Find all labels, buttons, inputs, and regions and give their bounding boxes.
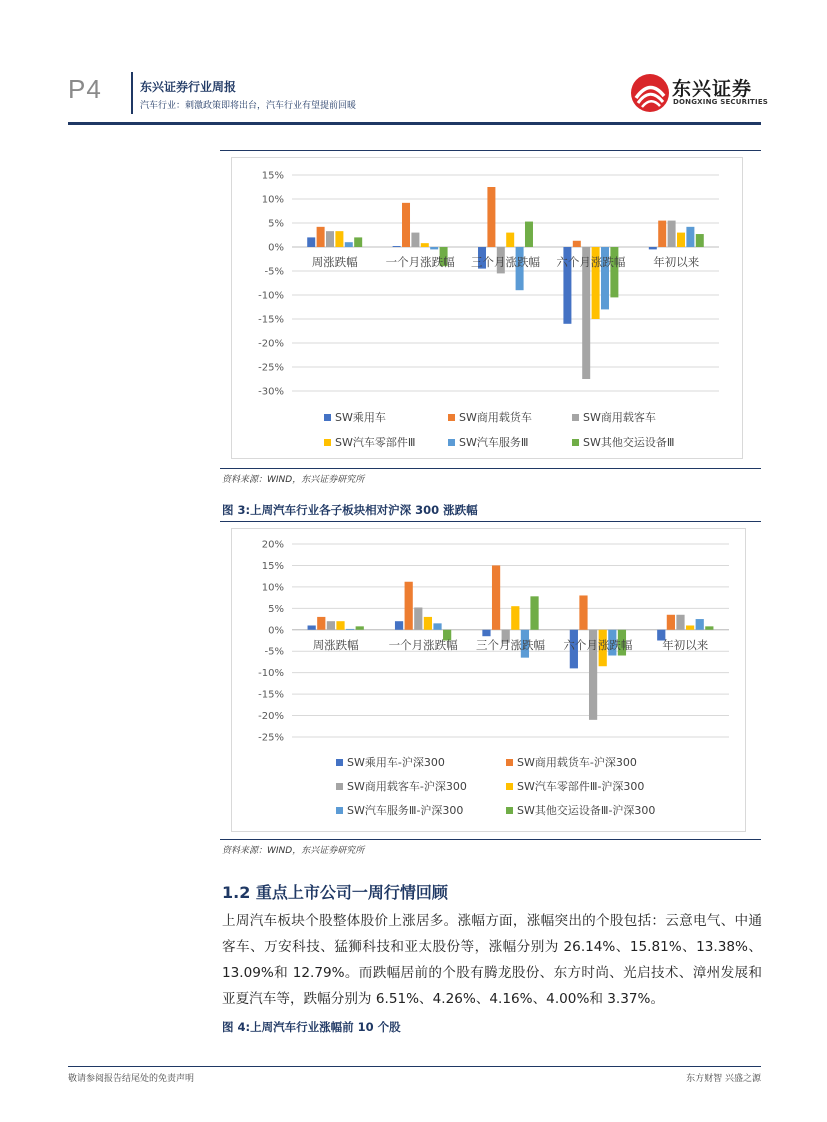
- figure-title: 图 3:上周汽车行业各子板块相对沪深 300 涨跌幅: [222, 503, 478, 517]
- legend-swatch: [324, 414, 331, 421]
- bar: [696, 234, 704, 247]
- bar: [405, 582, 413, 630]
- legend-swatch: [572, 439, 579, 446]
- y-tick-label: 5%: [268, 603, 284, 615]
- legend-swatch: [506, 759, 513, 766]
- legend-label: SW汽车零部件Ⅲ-沪深300: [517, 780, 645, 793]
- y-tick-label: 10%: [261, 582, 284, 594]
- x-tick-label: 三个月涨跌幅: [471, 255, 540, 269]
- bar: [668, 221, 676, 247]
- legend-swatch: [336, 759, 343, 766]
- legend-label: SW其他交运设备Ⅲ: [583, 436, 675, 449]
- section-body: 上周汽车板块个股整体股价上涨居多。涨幅方面，涨幅突出的个股包括：云意电气、中通客车、万安科技、猛狮科技和亚太股份等，涨幅分别为 26.14%、15.81%、13.38%、13.09%和 12.79%。而跌幅居前的个股有腾龙股份、东方时尚、光启技术、漳州发展和亚夏汽车等，跌幅分别为 6.51%、4.26%、4.16%、4.00%和 3.37%。: [222, 913, 762, 1007]
- y-tick-label: 15%: [261, 560, 284, 572]
- bar: [433, 623, 441, 629]
- bar: [579, 595, 587, 629]
- next-figure-title: 图 4:上周汽车行业涨幅前 10 个股: [222, 1020, 401, 1034]
- y-tick-label: -20%: [258, 338, 284, 350]
- bar: [308, 625, 316, 629]
- bar: [667, 615, 675, 630]
- legend-swatch: [324, 439, 331, 446]
- x-tick-label: 六个月涨跌幅: [563, 637, 633, 652]
- bar: [414, 607, 422, 629]
- y-tick-label: 15%: [261, 170, 284, 182]
- y-tick-label: -5%: [264, 266, 284, 278]
- bar: [346, 629, 354, 630]
- bar: [424, 617, 432, 630]
- section-title: 1.2 重点上市公司一周行情回顾: [222, 883, 448, 902]
- bar: [317, 227, 325, 247]
- bar: [430, 247, 438, 249]
- legend-label: SW商用载客车-沪深300: [347, 780, 467, 793]
- legend-label: SW乘用车: [335, 411, 386, 424]
- y-tick-label: 5%: [268, 218, 284, 230]
- figure-top-rule: [220, 150, 761, 151]
- bar: [506, 233, 514, 247]
- legend-swatch: [506, 807, 513, 814]
- x-tick-label: 周涨跌幅: [311, 255, 358, 269]
- x-tick-label: 周涨跌幅: [312, 637, 359, 652]
- x-tick-label: 一个月涨跌幅: [385, 255, 455, 269]
- x-tick-label: 一个月涨跌幅: [388, 637, 458, 652]
- figure-source: 资料来源：WIND，东兴证券研究所: [222, 475, 365, 485]
- figure-source: 资料来源：WIND，东兴证券研究所: [222, 846, 365, 856]
- bar: [530, 596, 538, 629]
- chart-2: [232, 529, 745, 831]
- bar: [402, 203, 410, 247]
- logo-text-cn: 东兴证券: [672, 78, 753, 100]
- logo-text-en: DONGXING SECURITIES: [673, 98, 769, 106]
- y-tick-label: 0%: [268, 625, 284, 637]
- header-rule: [68, 122, 761, 125]
- bar: [345, 242, 353, 247]
- bar: [686, 227, 694, 247]
- legend-label: SW汽车零部件Ⅲ: [335, 436, 416, 449]
- legend-label: SW汽车服务Ⅲ-沪深300: [347, 804, 464, 817]
- bar: [336, 621, 344, 630]
- report-title: 东兴证券行业周报: [140, 80, 237, 94]
- figure-bottom-rule: [220, 468, 761, 469]
- x-tick-label: 六个月涨跌幅: [556, 255, 626, 269]
- legend-label: SW其他交运设备Ⅲ-沪深300: [517, 804, 656, 817]
- header-divider: [131, 72, 133, 114]
- legend-label: SW商用载客车: [583, 411, 656, 424]
- bar: [487, 187, 495, 247]
- footer-rule: [68, 1066, 761, 1067]
- bar: [677, 233, 685, 247]
- legend-swatch: [572, 414, 579, 421]
- bar: [573, 241, 581, 247]
- report-subtitle: 汽车行业：刺激政策即将出台，汽车行业有望提前回暖: [140, 101, 357, 111]
- y-tick-label: -25%: [258, 362, 284, 374]
- y-tick-label: -15%: [258, 314, 284, 326]
- bar: [492, 565, 500, 629]
- legend-swatch: [506, 783, 513, 790]
- chart-frame-2: [231, 528, 746, 832]
- y-tick-label: 0%: [268, 242, 284, 254]
- chart-frame-1: [231, 157, 743, 459]
- legend-swatch: [336, 807, 343, 814]
- bar: [686, 625, 694, 629]
- y-tick-label: -20%: [258, 711, 284, 723]
- bar: [317, 617, 325, 630]
- bar: [658, 221, 666, 247]
- bar: [421, 243, 429, 247]
- x-tick-label: 年初以来: [662, 637, 709, 652]
- bar: [649, 247, 657, 249]
- x-tick-label: 年初以来: [653, 255, 700, 269]
- y-tick-label: -15%: [258, 689, 284, 701]
- legend-label: SW商用载货车: [459, 411, 532, 424]
- y-tick-label: -10%: [258, 668, 284, 680]
- x-tick-label: 三个月涨跌幅: [476, 637, 545, 652]
- y-tick-label: -25%: [258, 732, 284, 744]
- page-number: P4: [68, 74, 102, 104]
- legend-swatch: [448, 414, 455, 421]
- bar: [395, 621, 403, 630]
- bar: [676, 615, 684, 630]
- footer-disclaimer: 敬请参阅报告结尾处的免责声明: [68, 1074, 195, 1084]
- bar: [411, 233, 419, 247]
- bar: [482, 630, 490, 636]
- y-tick-label: 10%: [261, 194, 284, 206]
- bar: [525, 222, 533, 247]
- chart-1: [232, 158, 742, 458]
- bar: [354, 237, 362, 247]
- bar: [327, 621, 335, 630]
- bar: [356, 626, 364, 629]
- bar: [511, 606, 519, 630]
- y-tick-label: 20%: [261, 539, 284, 551]
- footer-slogan: 东方财智 兴盛之源: [686, 1074, 761, 1084]
- bar: [393, 246, 401, 247]
- figure-top-rule: [220, 521, 761, 522]
- y-tick-label: -30%: [258, 386, 284, 398]
- bar: [326, 231, 334, 247]
- bar: [307, 237, 315, 247]
- bar: [696, 619, 704, 630]
- y-tick-label: -5%: [264, 646, 284, 658]
- legend-label: SW乘用车-沪深300: [347, 756, 445, 769]
- figure-bottom-rule: [220, 839, 761, 840]
- y-tick-label: -10%: [258, 290, 284, 302]
- legend-label: SW汽车服务Ⅲ: [459, 436, 529, 449]
- legend-swatch: [336, 783, 343, 790]
- legend-swatch: [448, 439, 455, 446]
- bar: [335, 231, 343, 247]
- legend-label: SW商用载货车-沪深300: [517, 756, 637, 769]
- bar: [705, 626, 713, 629]
